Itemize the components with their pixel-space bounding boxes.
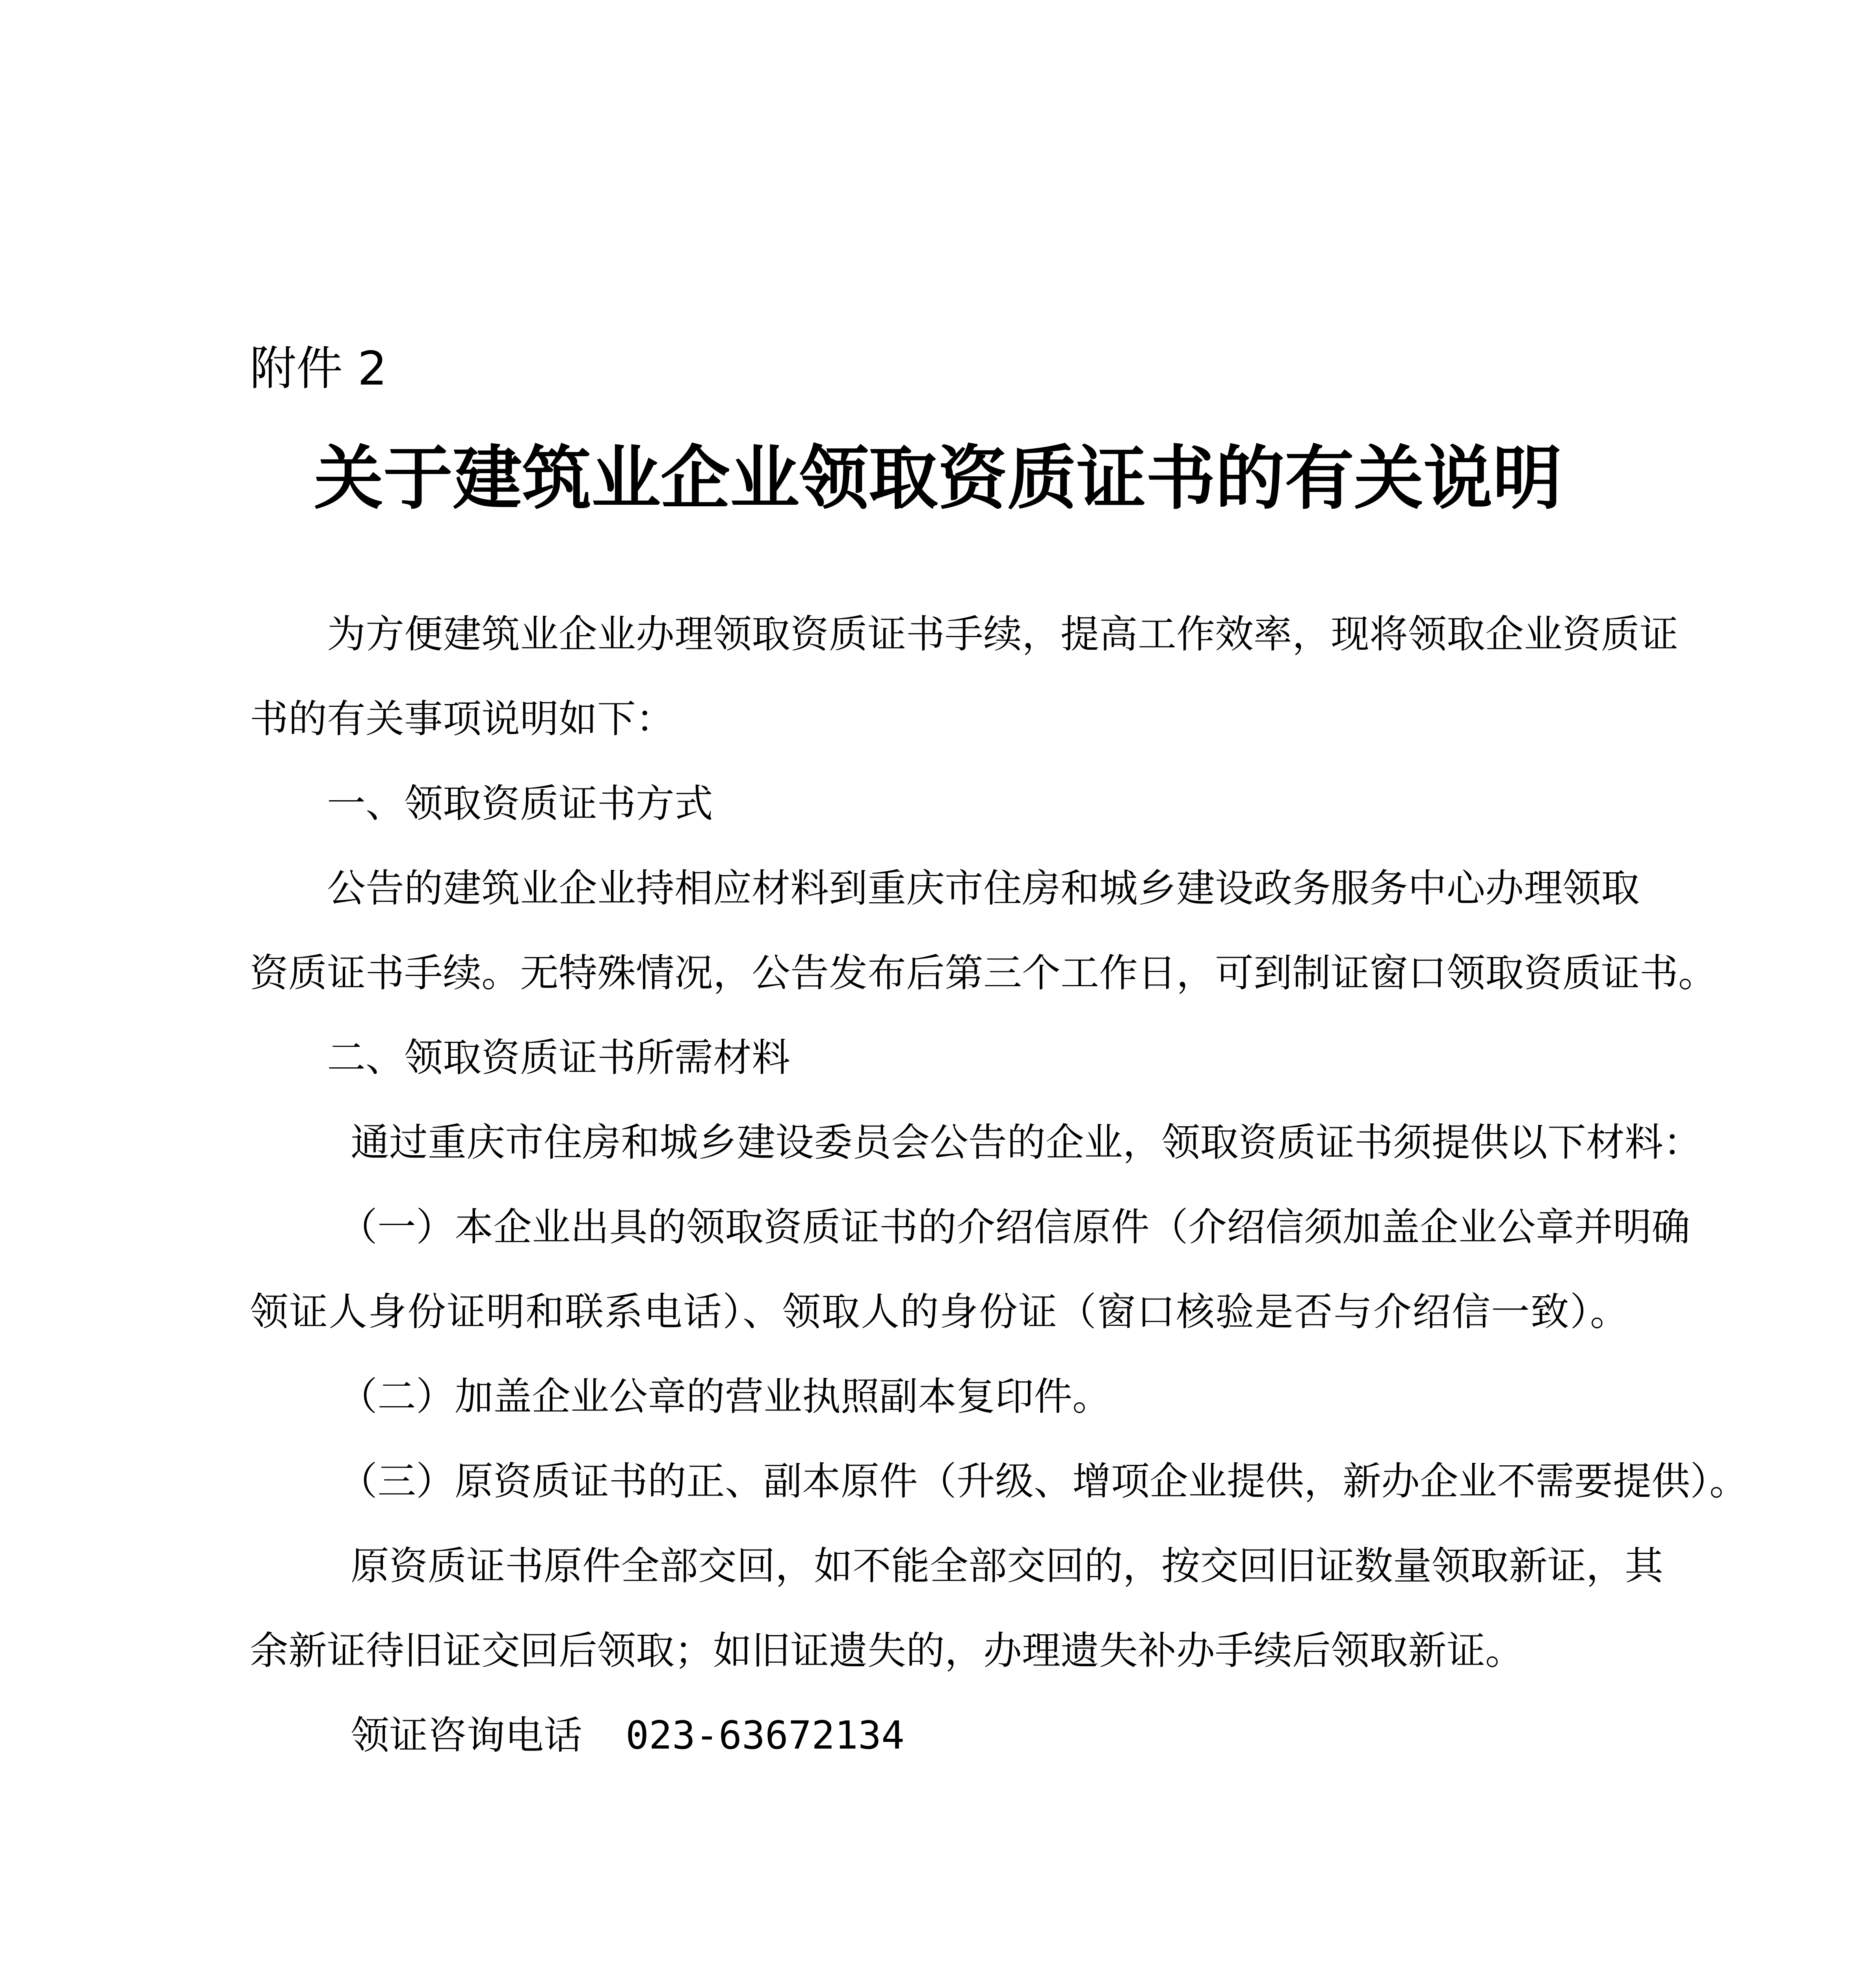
section-2-note-line-1: 原资质证书原件全部交回，如不能全部交回的，按交回旧证数量领取新证，其 [351,1544,1664,1589]
section-2-note-line-2: 余新证待旧证交回后领取；如旧证遗失的，办理遗失补办手续后领取新证。 [250,1628,1524,1673]
section-2-intro: 通过重庆市住房和城乡建设委员会公告的企业，领取资质证书须提供以下材料： [351,1120,1702,1165]
section-2-item-3: （三）原资质证书的正、副本原件（升级、增项企业提供，新办企业不需要提供）。 [339,1459,1748,1504]
section-2-item-1-line-2: 领证人身份证明和联系电话）、领取人的身份证（窗口核验是否与介绍信一致）。 [250,1290,1629,1334]
section-2-item-2: （二）加盖企业公章的营业执照副本复印件。 [339,1374,1111,1419]
intro-line-2: 书的有关事项说明如下： [250,697,675,742]
section-2-item-1-line-1: （一）本企业出具的领取资质证书的介绍信原件（介绍信须加盖企业公章并明确 [339,1205,1690,1250]
section-1-line-1: 公告的建筑业企业持相应材料到重庆市住房和城乡建设政务服务中心办理领取 [327,866,1640,911]
section-2-heading: 二、领取资质证书所需材料 [327,1035,791,1080]
contact-phone: 023-63672134 [626,1713,905,1758]
attachment-label: 附件 2 [250,341,387,396]
document-title: 关于建筑业企业领取资质证书的有关说明 [314,438,1562,519]
section-1-line-2: 资质证书手续。无特殊情况，公告发布后第三个工作日，可到制证窗口领取资质证书。 [250,951,1717,996]
contact-label: 领证咨询电话 [351,1713,583,1758]
intro-line-1: 为方便建筑业企业办理领取资质证书手续，提高工作效率，现将领取企业资质证 [327,612,1679,657]
section-1-heading: 一、领取资质证书方式 [327,781,713,826]
contact-line [351,1710,905,1761]
